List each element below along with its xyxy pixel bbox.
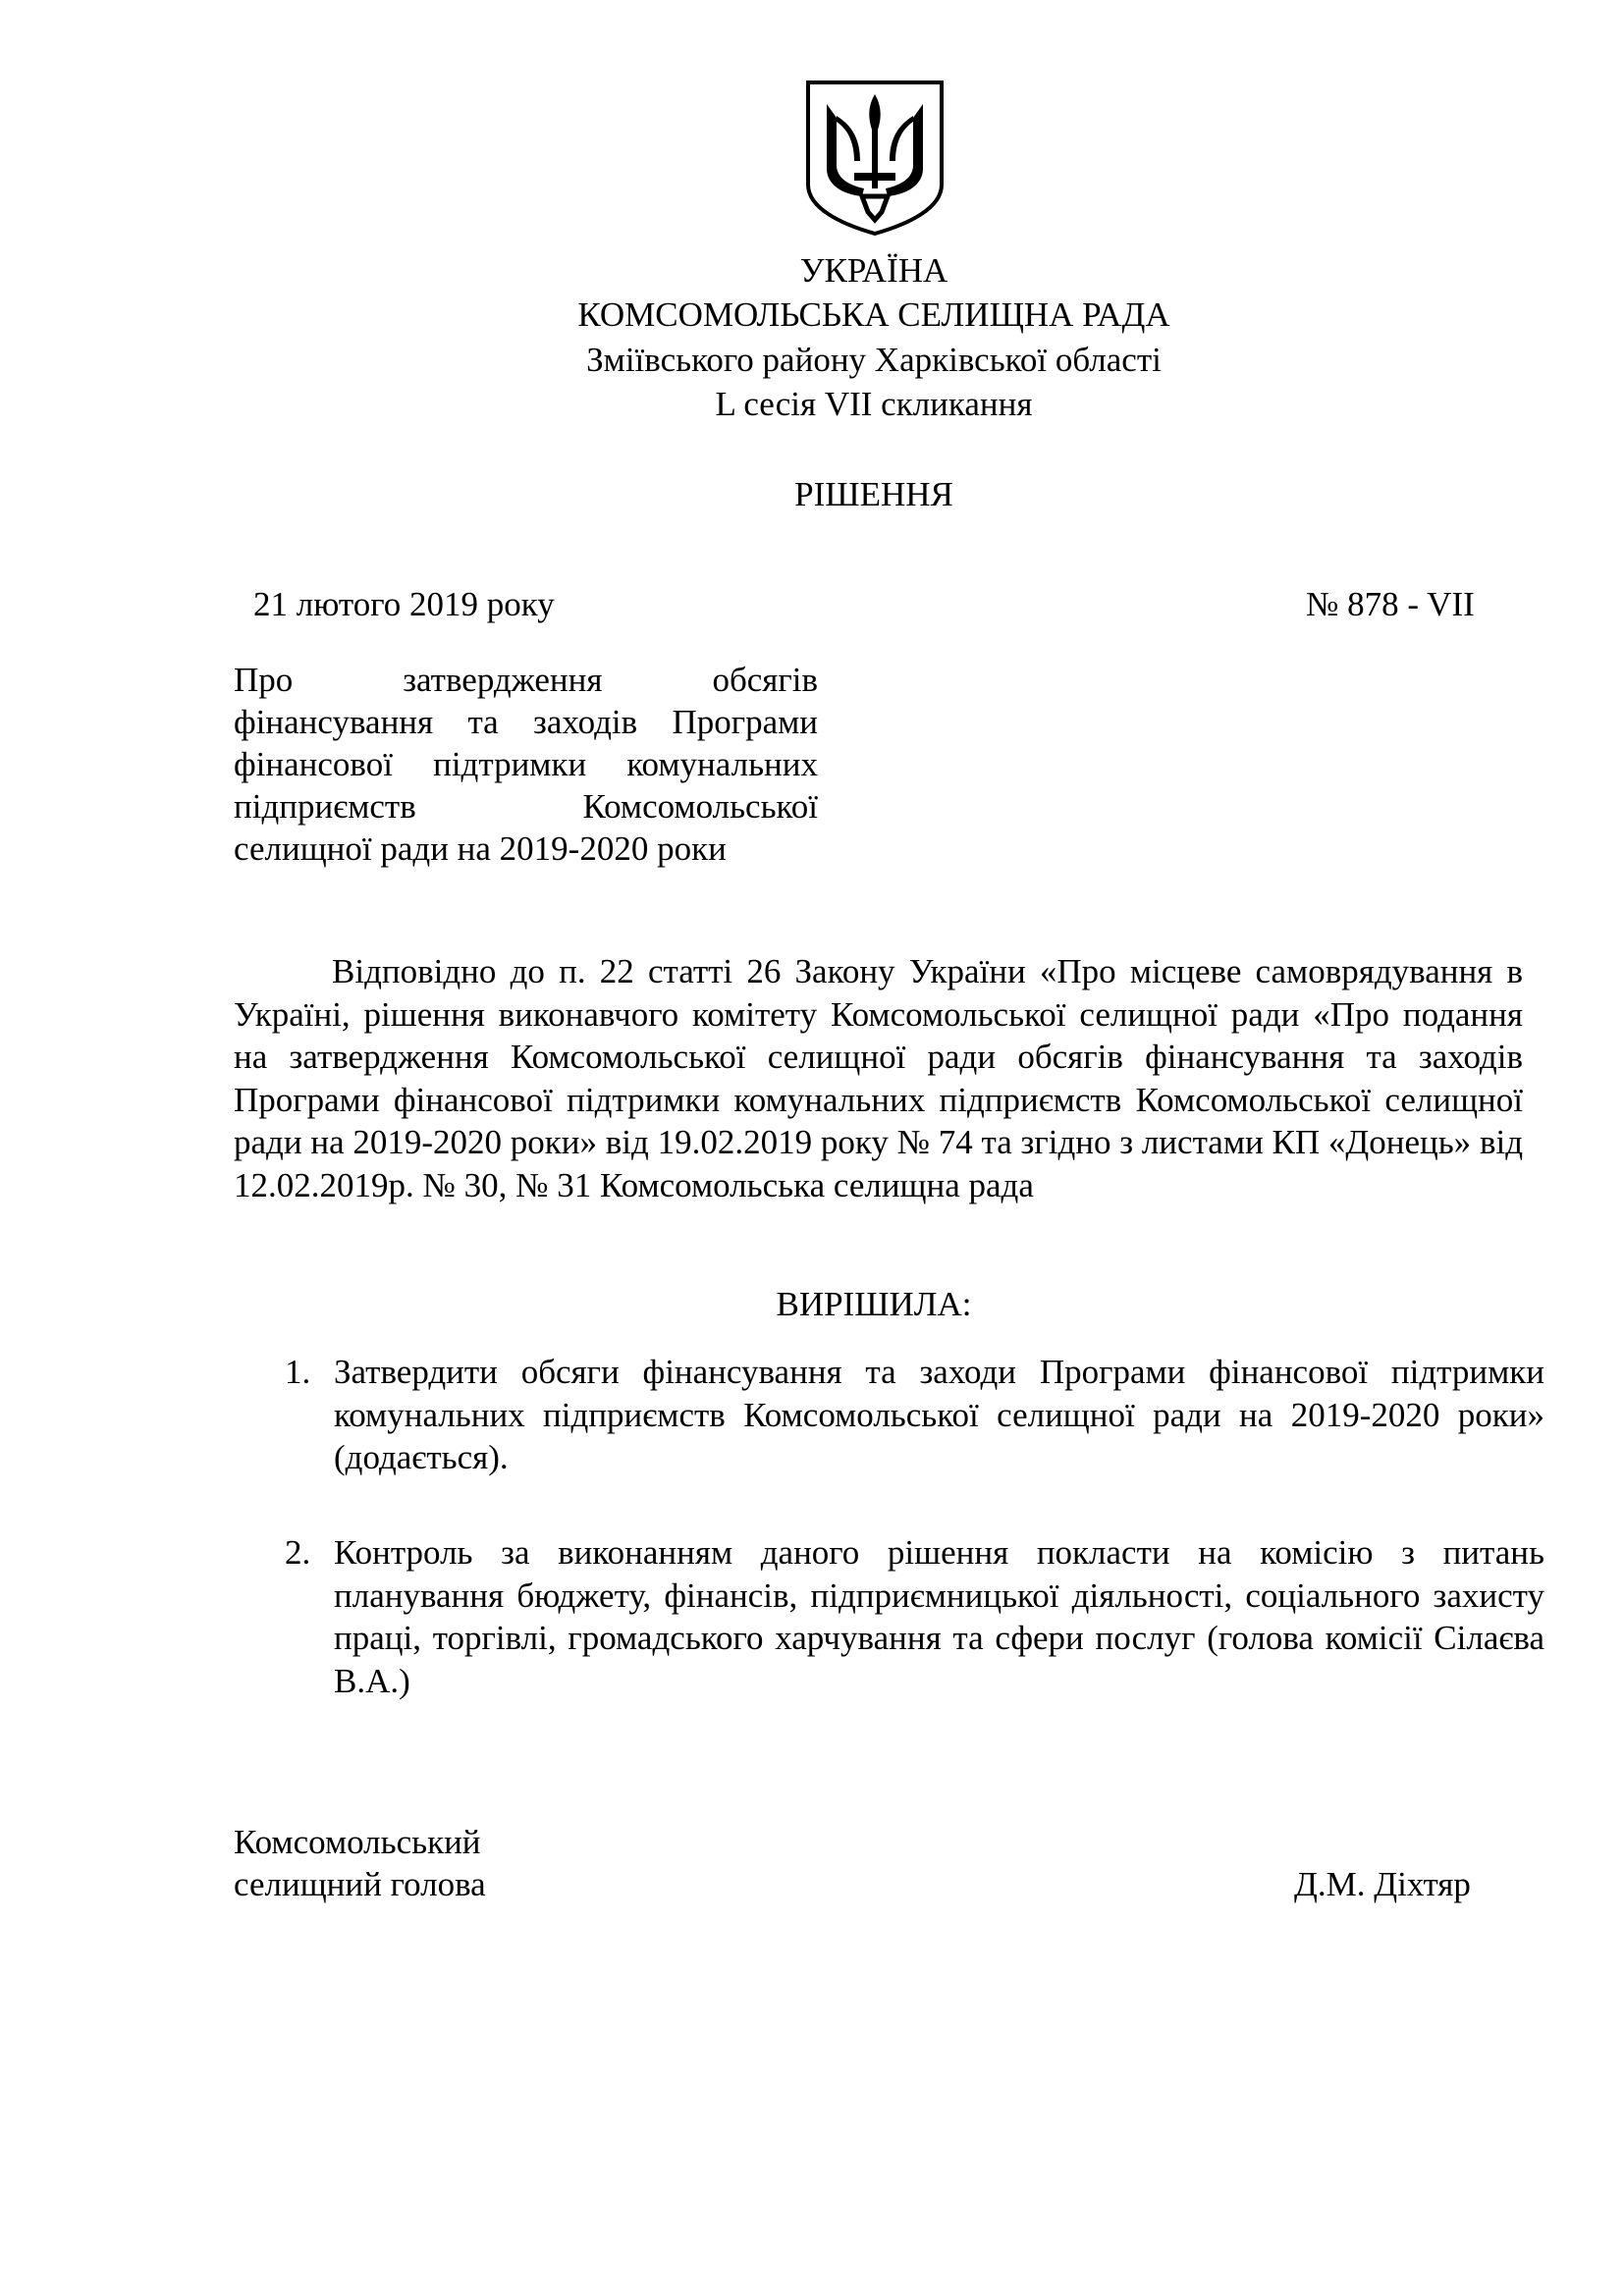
item-text: Контроль за виконанням даного рішення покласти на комісію з питань планування бюджету, фінансів, підприємницької діяльності, соціального захисту праці, торгівлі, громадського харчування та сфери послуг (голова комісії Сілаєва В.А.) xyxy=(334,1533,1544,1700)
item-number: 1. xyxy=(285,1353,311,1391)
trident-coat-of-arms-icon xyxy=(803,79,947,236)
council-title: КОМСОМОЛЬСЬКА СЕЛИЩНА РАДА xyxy=(577,295,1170,334)
subject-line: селищної ради на 2019-2020 роки xyxy=(234,829,727,868)
resolved-heading: ВИРІШИЛА: xyxy=(776,1285,972,1323)
subject-line: Про затвердження обсягів xyxy=(234,661,818,699)
decision-subject xyxy=(234,659,818,870)
decision-number: № 878 - VII xyxy=(1306,585,1475,623)
country-title: УКРАЇНА xyxy=(799,251,948,290)
decision-date: 21 лютого 2019 року xyxy=(253,585,555,623)
signatory-name: Д.М. Діхтяр xyxy=(1294,1865,1471,1903)
session-title: L сесія VII скликання xyxy=(715,385,1033,423)
subject-line: фінансування та заходів Програми xyxy=(234,703,818,741)
preamble-paragraph: Відповідно до п. 22 статті 26 Закону України «Про місцеве самоврядування в Україні, рішення виконавчого комітету Комсомольської селищної ради «Про подання на затвердження Комсомольської селищної ради обсягів фінансування та заходів Програми фінансової підтримки комунальних підприємств Комсомольської селищної ради на 2019-2020 роки» від 19.02.2019 року № 74 та згідно з листами КП «Донець» від 12.02.2019р. № 30, № 31 Комсомольська селищна рада xyxy=(234,952,1523,1204)
subject-line: підприємств Комсомольської xyxy=(234,787,818,826)
signatory-position: селищний голова xyxy=(234,1865,486,1903)
signatory-position: Комсомольський xyxy=(234,1823,481,1861)
item-text: Затвердити обсяги фінансування та заходи Програми фінансової підтримки комунальних підприємств Комсомольської селищної ради на 2019-2020 роки» (додається). xyxy=(334,1353,1544,1476)
district-title: Зміївського району Харківської області xyxy=(586,341,1162,379)
item-number: 2. xyxy=(285,1533,311,1572)
decision-item xyxy=(285,1531,1544,1702)
decision-item xyxy=(285,1351,1544,1479)
document-type: РІШЕННЯ xyxy=(794,475,953,513)
subject-line: фінансової підтримки комунальних xyxy=(234,745,818,783)
